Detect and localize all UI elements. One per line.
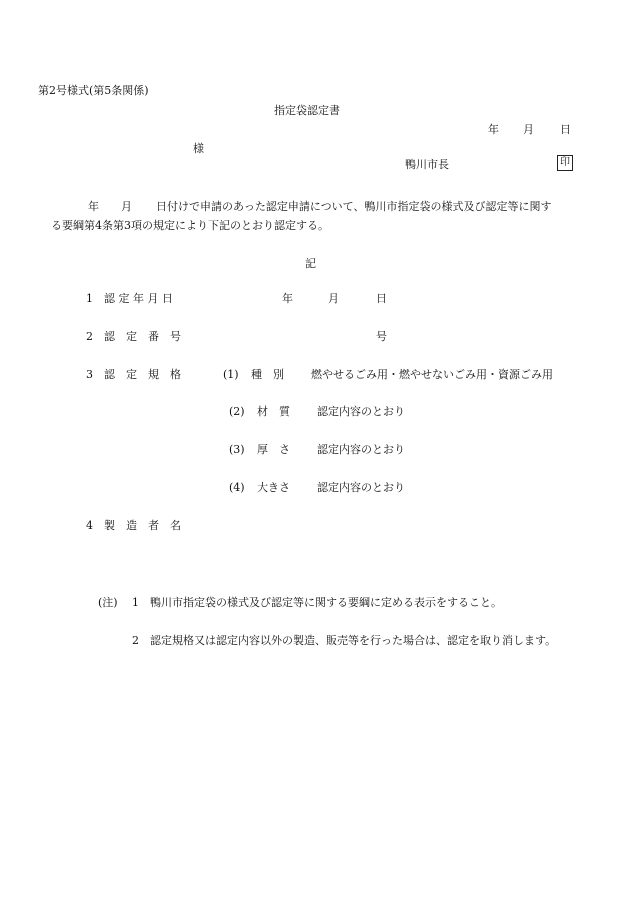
item-3-sub2-label: 材 質 <box>257 405 290 418</box>
item-1-year: 年 <box>282 292 293 305</box>
item-2-label: 認 定 番 号 <box>104 330 181 343</box>
date-year: 年 <box>488 123 499 136</box>
item-3-sub2-value: 認定内容のとおり <box>317 405 405 418</box>
item-3-number: 3 <box>86 368 93 381</box>
item-3-sub4-value: 認定内容のとおり <box>317 481 405 494</box>
item-1-number: 1 <box>86 292 93 305</box>
item-3-sub3-value: 認定内容のとおり <box>317 443 405 456</box>
item-3-sub4-label: 大きさ <box>257 481 290 494</box>
date-day: 日 <box>560 123 571 136</box>
item-1-label: 認 定 年 月 日 <box>104 292 173 305</box>
note-2-number: 2 <box>132 634 139 647</box>
issuer-name: 鴨川市長 <box>405 158 449 171</box>
item-3-sub1-label: 種 別 <box>251 368 284 381</box>
body-text-line-1: 日付けで申請のあった認定申請について、鴨川市指定袋の様式及び認定等に関す <box>156 200 552 213</box>
item-3-label: 認 定 規 格 <box>104 368 181 381</box>
item-3-sub4-number: (4) <box>229 481 245 494</box>
body-month: 月 <box>121 200 132 213</box>
item-4-number: 4 <box>86 519 93 532</box>
body-year: 年 <box>88 200 99 213</box>
recipient-suffix: 様 <box>193 142 204 155</box>
item-3-sub3-number: (3) <box>229 443 245 456</box>
item-3-sub1-value: 燃やせるごみ用・燃やせないごみ用・資源ごみ用 <box>311 368 553 381</box>
document-title: 指定袋認定書 <box>274 104 340 117</box>
seal-mark: 印 <box>557 155 573 171</box>
item-2-suffix: 号 <box>376 330 387 343</box>
note-2-text: 認定規格又は認定内容以外の製造、販売等を行った場合は、認定を取り消します。 <box>150 634 557 647</box>
form-number: 第2号様式(第5条関係) <box>38 84 149 97</box>
note-1-number: 1 <box>132 596 139 609</box>
body-text-line-2: る要綱第4条第3項の規定により下記のとおり認定する。 <box>51 219 329 232</box>
date-month: 月 <box>523 123 534 136</box>
item-4-label: 製 造 者 名 <box>104 519 181 532</box>
note-1-text: 鴨川市指定袋の様式及び認定等に関する要綱に定める表示をすること。 <box>150 596 502 609</box>
ki-heading: 記 <box>305 257 316 270</box>
item-3-sub3-label: 厚 さ <box>257 443 290 456</box>
item-1-day: 日 <box>376 292 387 305</box>
item-2-number: 2 <box>86 330 93 343</box>
notes-label: (注) <box>98 596 118 609</box>
item-1-month: 月 <box>328 292 339 305</box>
item-3-sub1-number: (1) <box>223 368 239 381</box>
item-3-sub2-number: (2) <box>229 405 245 418</box>
